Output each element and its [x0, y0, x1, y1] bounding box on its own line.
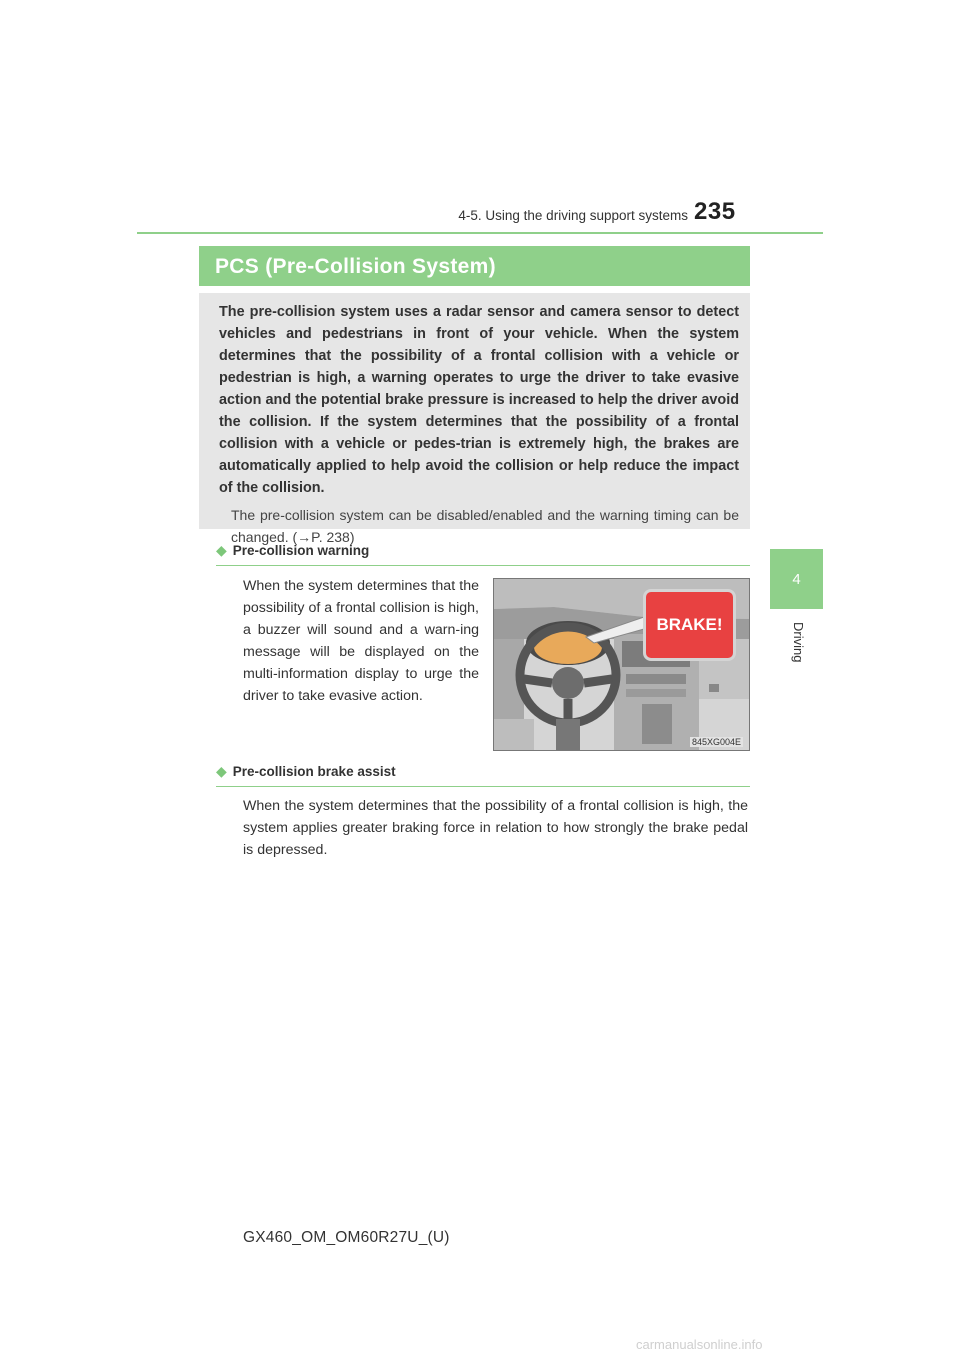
- intro-note-text: The pre-collision system can be disabled/enabled and the warning timing can be changed. (: [231, 507, 739, 545]
- header-rule: [137, 232, 823, 234]
- chapter-number: 4: [792, 570, 801, 588]
- document-code: GX460_OM_OM60R27U_(U): [243, 1229, 450, 1246]
- subheading-pre-collision-brake-assist: [216, 763, 750, 787]
- subheading-text: Pre-collision brake assist: [232, 764, 396, 779]
- diamond-bullet-icon: ◆: [216, 542, 227, 558]
- diamond-bullet-icon: ◆: [216, 763, 227, 779]
- brake-warning-display: [643, 589, 736, 661]
- intro-box: [199, 293, 750, 545]
- watermark: carmanualsonline.info: [636, 1337, 763, 1352]
- chapter-label: Driving: [791, 622, 806, 663]
- running-header-section: 4-5. Using the driving support systems: [458, 208, 688, 223]
- brake-warning-text: BRAKE!: [656, 615, 723, 634]
- chapter-tab: [770, 549, 823, 609]
- page-number: 235: [694, 198, 736, 225]
- subheading-text: Pre-collision warning: [232, 543, 370, 558]
- arrow-icon: →: [297, 529, 312, 545]
- page-reference-link[interactable]: P. 238: [311, 529, 350, 545]
- intro-note-close: ): [349, 529, 355, 545]
- figure-code: 845XG004E: [691, 737, 741, 747]
- intro-description: The pre-collision system uses a radar sensor and camera sensor to detect vehicles and pedestrians in front of your vehicle. When the system determines that the possibility of a frontal collision with a vehicle or pedestrian is high, a warning operates to urge the driver to take evasive action and the potential brake pressure is increased to help the driver avoid the collision. If the system determines that the possibility of a frontal collision with a vehicle or pedes-trian is extremely high, the brakes are automatically applied to help avoid the collision or help reduce the impact of the collision.: [219, 304, 739, 496]
- section-title: PCS (Pre-Collision System): [215, 255, 496, 278]
- pre-collision-brake-assist-body: When the system determines that the possibility of a frontal collision is high, the system applies greater braking force in relation to how strongly the brake pedal is depressed.: [243, 798, 748, 858]
- section-title-bar: [199, 246, 750, 286]
- pre-collision-warning-body: When the system determines that the possibility of a frontal collision is high, a buzzer will sound and a warn-ing message will be displayed on the multi-information display to urge the driver to take evasive action.: [243, 578, 479, 704]
- subheading-pre-collision-warning: [216, 542, 750, 566]
